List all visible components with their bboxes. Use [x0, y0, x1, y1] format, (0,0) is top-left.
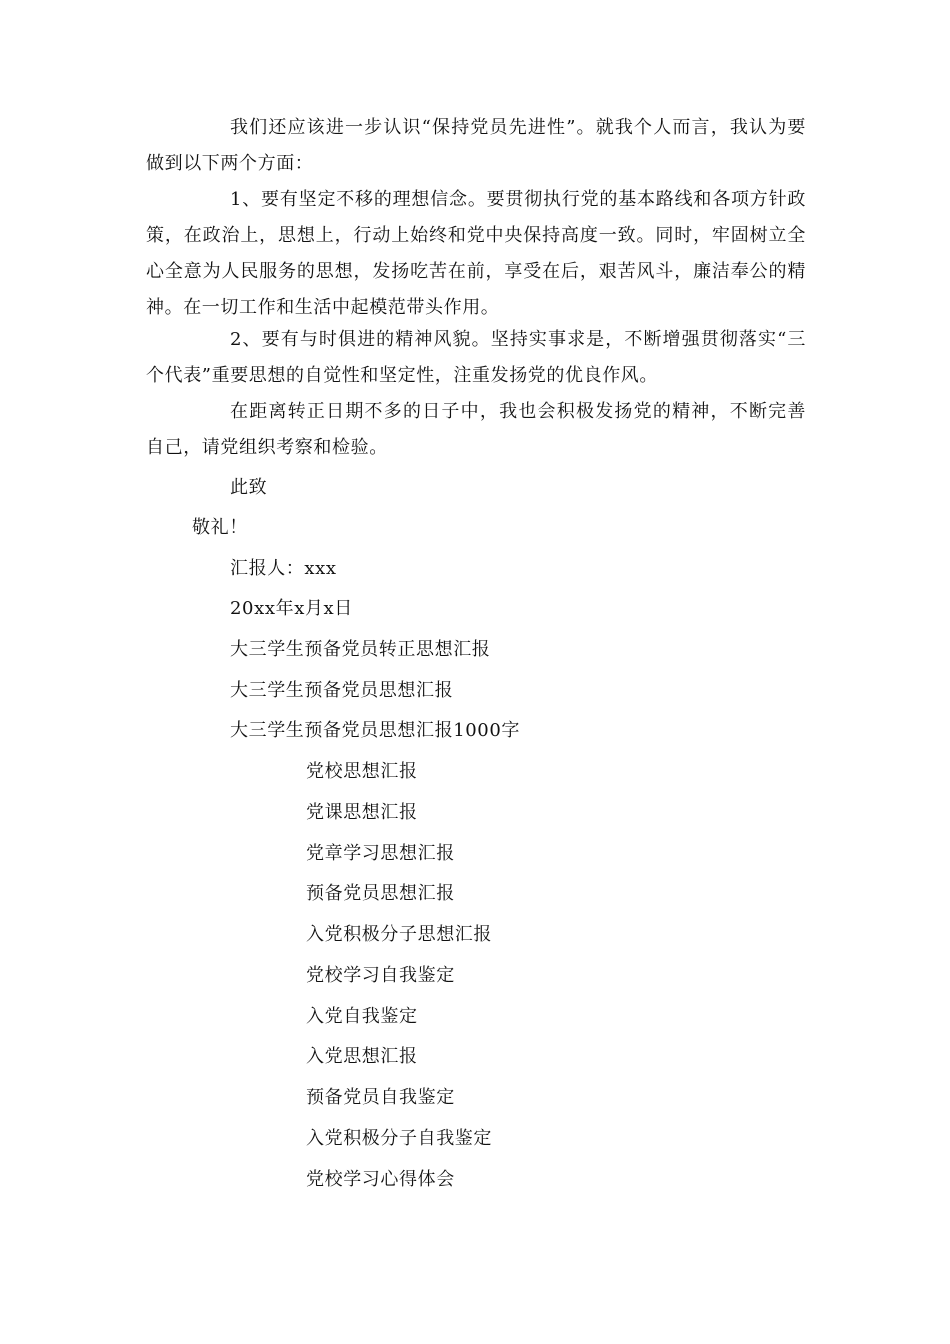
related-link[interactable]: 党章学习思想汇报: [306, 843, 455, 864]
related-link[interactable]: 预备党员思想汇报: [306, 883, 455, 904]
related-link[interactable]: 党校学习自我鉴定: [306, 965, 455, 986]
related-link[interactable]: 入党自我鉴定: [306, 1006, 418, 1027]
reporter-line: 汇报人：xxx: [230, 558, 337, 579]
related-link[interactable]: 党校学习心得体会: [306, 1169, 455, 1190]
related-link[interactable]: 党课思想汇报: [306, 802, 418, 823]
related-link[interactable]: 入党思想汇报: [306, 1046, 418, 1067]
salute-line: 敬礼！: [192, 517, 248, 538]
paragraph-ideal-belief: 1、要有坚定不移的理想信念。要贯彻执行党的基本路线和各项方针政策，在政治上，思想上，行动上始终和党中央保持高度一致。同时，牢固树立全心全意为人民服务的思想，发扬吃苦在前，享受在后，艰苦风斗，廉洁奉公的精神。在一切工作和生活中起模范带头作用。: [146, 189, 806, 318]
related-link[interactable]: 预备党员自我鉴定: [306, 1087, 455, 1108]
related-title[interactable]: 大三学生预备党员思想汇报: [230, 680, 454, 701]
related-link[interactable]: 入党积极分子自我鉴定: [306, 1128, 492, 1149]
paragraph-spirit: 2、要有与时俱进的精神风貌。坚持实事求是，不断增强贯彻落实“三个代表”重要思想的自觉性和坚定性，注重发扬党的优良作风。: [146, 329, 806, 386]
related-link[interactable]: 党校思想汇报: [306, 761, 418, 782]
paragraph-conclusion: 在距离转正日期不多的日子中，我也会积极发扬党的精神，不断完善自己，请党组织考察和检验。: [146, 401, 806, 458]
related-title[interactable]: 大三学生预备党员思想汇报1000字: [230, 720, 521, 741]
date-line: 20xx年x月x日: [230, 598, 353, 619]
paragraph-advancement: 我们还应该进一步认识“保持党员先进性”。就我个人而言，我认为要做到以下两个方面：: [146, 117, 806, 174]
related-title[interactable]: 大三学生预备党员转正思想汇报: [230, 639, 491, 660]
closing-line: 此致: [230, 477, 268, 498]
related-link[interactable]: 入党积极分子思想汇报: [306, 924, 492, 945]
